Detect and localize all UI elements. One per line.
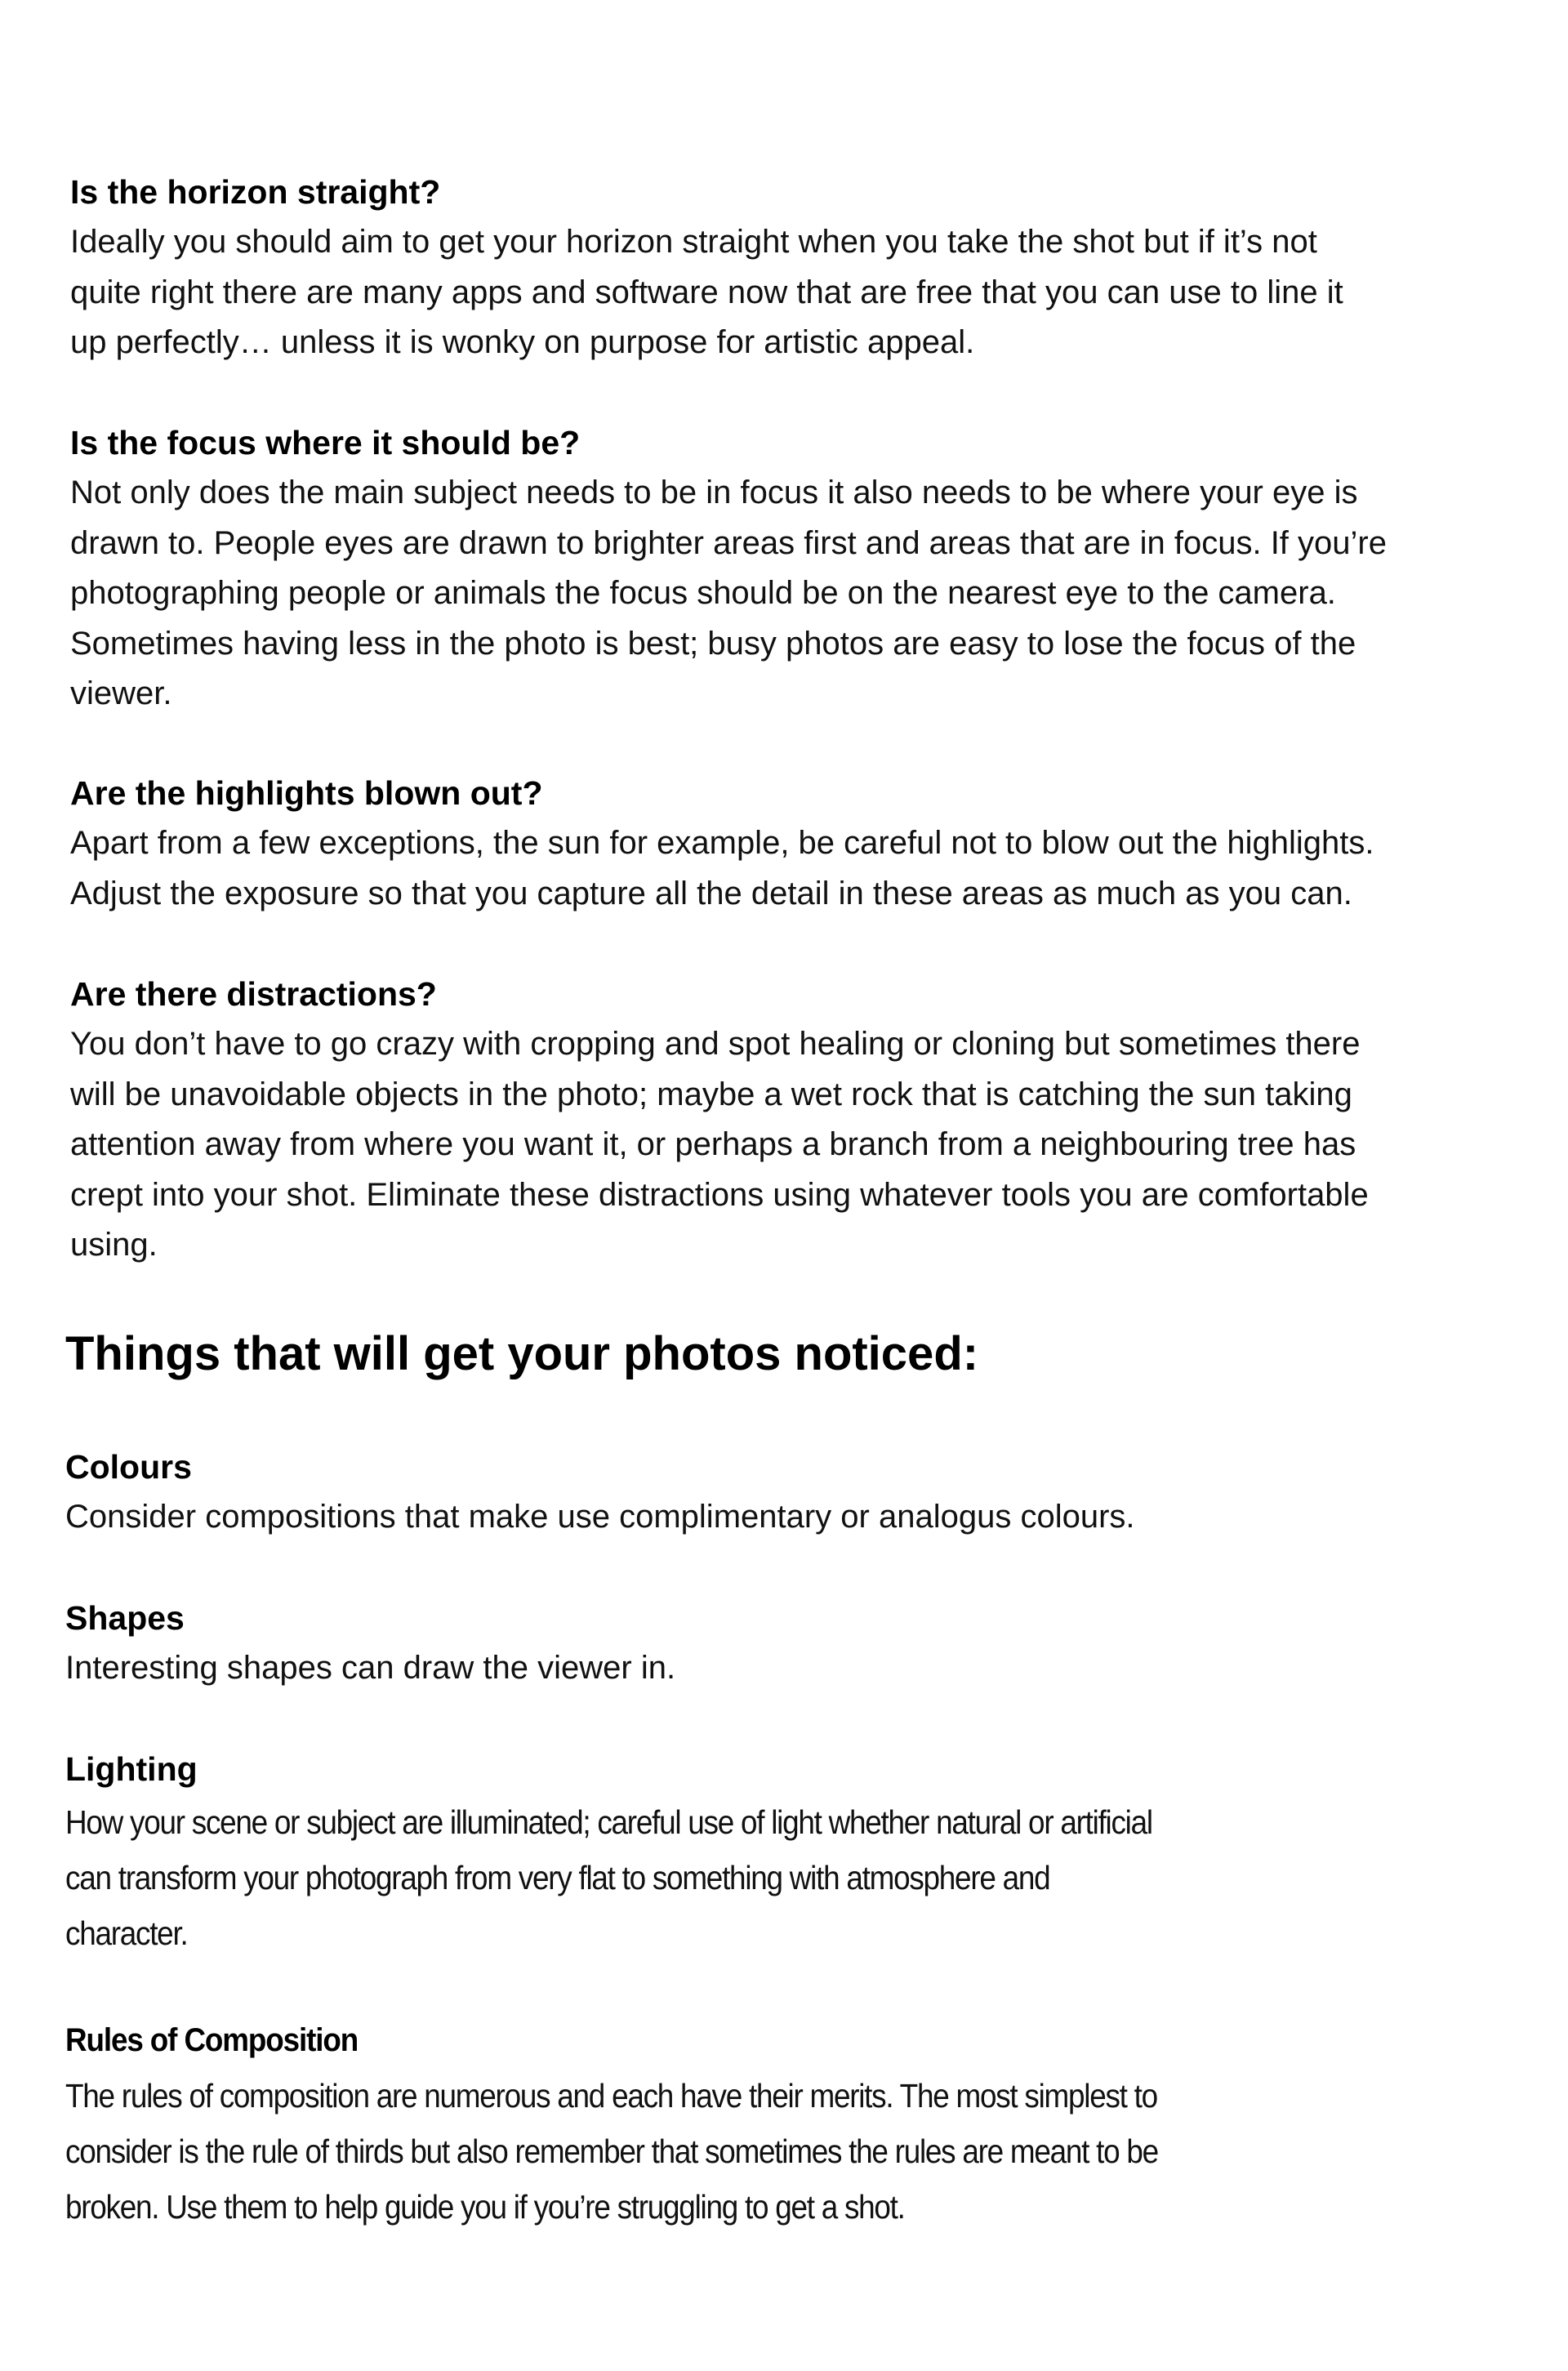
lighting-section [65, 1745, 1503, 1961]
lighting-line: can transform your photograph from very flat to something with atmosphere and [65, 1859, 1050, 1896]
highlights-line: Adjust the exposure so that you capture all the detail in these areas as much as you can. [70, 875, 1352, 911]
composition-line: broken. Use them to help guide you if you’re struggling to get a shot. [65, 2188, 905, 2226]
focus-line: Not only does the main subject needs to be in focus it also needs to be where your eye is [70, 475, 1358, 510]
composition-line: The rules of composition are numerous and each have their merits. The most simplest to [65, 2077, 1157, 2115]
distractions-line: will be unavoidable objects in the photo; maybe a wet rock that is catching the sun taking [70, 1076, 1352, 1112]
lighting-line: character. [65, 1914, 188, 1952]
distractions-line: crept into your shot. Eliminate these distractions using whatever tools you are comfortable [70, 1176, 1369, 1213]
lighting-line: How your scene or subject are illuminated; careful use of light whether natural or artificial [65, 1803, 1152, 1841]
composition-line: consider is the rule of thirds but also remember that sometimes the rules are meant to be [65, 2133, 1158, 2170]
composition-heading: Rules of Composition [65, 2022, 359, 2058]
colours-heading: Colours [65, 1448, 192, 1486]
composition-section [65, 2012, 1503, 2235]
focus-line: drawn to. People eyes are drawn to brighter areas first and areas that are in focus. If you’re [70, 524, 1387, 561]
focus-line: photographing people or animals the focus should be on the nearest eye to the camera. [70, 575, 1336, 611]
distractions-section [70, 969, 1508, 1271]
distractions-line: using. [70, 1227, 158, 1263]
noticed-title: Things that will get your photos noticed: [65, 1327, 979, 1380]
highlights-line: Apart from a few exceptions, the sun for example, be careful not to blow out the highlights. [70, 825, 1374, 861]
shapes-section [65, 1593, 1503, 1694]
highlights-section [70, 769, 1508, 919]
shapes-heading: Shapes [65, 1599, 185, 1637]
horizon-line: up perfectly… unless it is wonky on purpose for artistic appeal. [70, 324, 975, 360]
lighting-body [65, 1794, 1503, 1961]
focus-line: Sometimes having less in the photo is best; busy photos are easy to lose the focus of the [70, 625, 1356, 662]
focus-line: viewer. [70, 675, 172, 711]
horizon-heading: Is the horizon straight? [70, 173, 441, 211]
distractions-line: You don’t have to go crazy with cropping and spot healing or cloning but sometimes there [70, 1026, 1361, 1062]
focus-heading: Is the focus where it should be? [70, 424, 581, 461]
colours-line: Consider compositions that make use complimentary or analogus colours. [65, 1499, 1135, 1535]
highlights-heading: Are the highlights blown out? [70, 774, 543, 812]
horizon-section [70, 167, 1508, 368]
horizon-line: Ideally you should aim to get your horizon straight when you take the shot but if it’s not [70, 224, 1317, 260]
shapes-line: Interesting shapes can draw the viewer in. [65, 1650, 676, 1686]
focus-section [70, 418, 1508, 720]
colours-section [65, 1442, 1503, 1543]
distractions-line: attention away from where you want it, or perhaps a branch from a neighbouring tree has [70, 1126, 1356, 1162]
horizon-line: quite right there are many apps and software now that are free that you can use to line it [70, 274, 1343, 310]
distractions-heading: Are there distractions? [70, 975, 437, 1013]
lighting-heading: Lighting [65, 1750, 198, 1788]
